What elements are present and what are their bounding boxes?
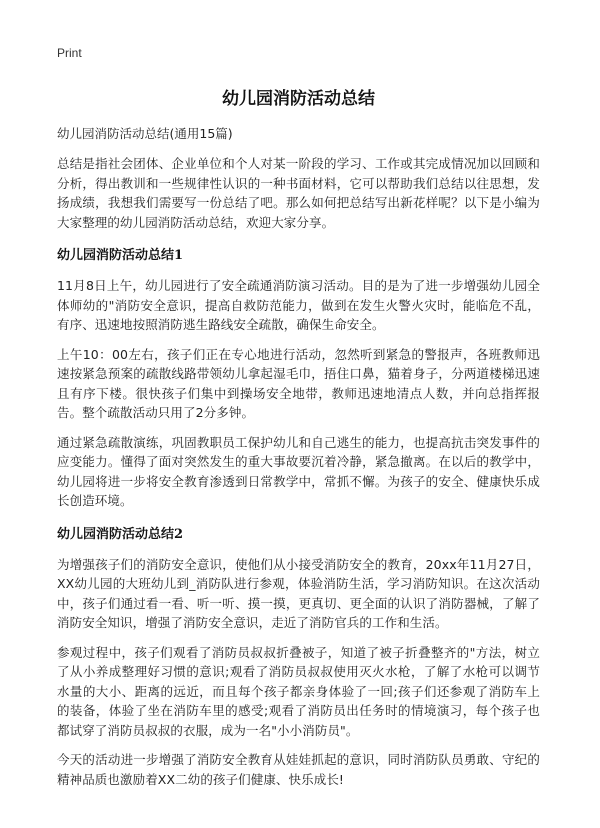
section-2-paragraph-3: 今天的活动进一步增强了消防安全教育从娃娃抓起的意识，同时消防队员勇敢、守纪的精神品质也激励着XX二幼的孩子们健康、快乐成长! (57, 752, 540, 787)
intro-paragraph: 总结是指社会团体、企业单位和个人对某一阶段的学习、工作或其完成情况加以回顾和分析，得出教训和一些规律性认识的一种书面材料，它可以帮助我们总结以往思想，发扬成绩，我想我们需要写一份总结了吧。那么如何把总结写出新花样呢？以下是小编为大家整理的幼儿园消防活动总结，欢迎大家分享。 (57, 156, 540, 230)
section-1-paragraph-3: 通过紧急疏散演练，巩固教职员工保护幼儿和自己逃生的能力，也提高抗击突发事件的应变能力。懂得了面对突然发生的重大事故要沉着冷静，紧急撤离。在以后的教学中，幼儿园将进一步将安全教育渗透到日常教学中，常抓不懈。为孩子的安全、健康快乐成长创造环境。 (57, 434, 540, 508)
section-heading-2: 幼儿园消防活动总结2 (57, 526, 184, 542)
document-subtitle: 幼儿园消防活动总结(通用15篇) (57, 126, 233, 141)
section-1-paragraph-1: 11月8日上午，幼儿园进行了安全疏通消防演习活动。目的是为了进一步增强幼儿园全体师幼的"消防安全意识，提高自救防范能力，做到在发生火警火灾时，能临危不乱，有序、迅速地按照消防逃生路线安全疏散，确保生命安全。 (57, 278, 540, 332)
section-heading-1: 幼儿园消防活动总结1 (57, 248, 184, 263)
section-1-paragraph-2: 上午10：00左右，孩子们正在专心地进行活动，忽然听到紧急的警报声，各班教师迅速按紧急预案的疏散线路带领幼儿拿起湿毛巾，捂住口鼻，猫着身子，分两道楼梯迅速且有序下楼。很快孩子们集中到操场安全地带，教师迅速地清点人数，并向总指挥报告。整个疏散活动只用了2分多钟。 (57, 346, 540, 420)
section-2-paragraph-1: 为增强孩子们的消防安全意识，使他们从小接受消防安全的教育，20xx年11月27日，XX幼儿园的大班幼儿到_消防队进行参观，体验消防生活，学习消防知识。在这次活动中，孩子们通过看一看、听一听、摸一摸，更真切、更全面的认识了消防器械，了解了消防安全知识，增强了消防安全意识，走近了消防官兵的工作和生活。 (57, 556, 540, 630)
document-title: 幼儿园消防活动总结 (222, 89, 375, 109)
section-2-paragraph-2: 参观过程中，孩子们观看了消防员叔叔折叠被子，知道了被子折叠整齐的"方法，树立了从小养成整理好习惯的意识;观看了消防员叔叔使用灭火水枪，了解了水枪可以调节水量的大小、距离的远近，而且每个孩子都亲身体验了一回;孩子们还参观了消防车上的装备，体验了坐在消防车里的感受;观看了消防员出任务时的情境演习，每个孩子也都试穿了消防员叔叔的衣服，成为一名"小小消防员"。 (57, 644, 540, 738)
print-link[interactable]: Print (57, 46, 82, 60)
